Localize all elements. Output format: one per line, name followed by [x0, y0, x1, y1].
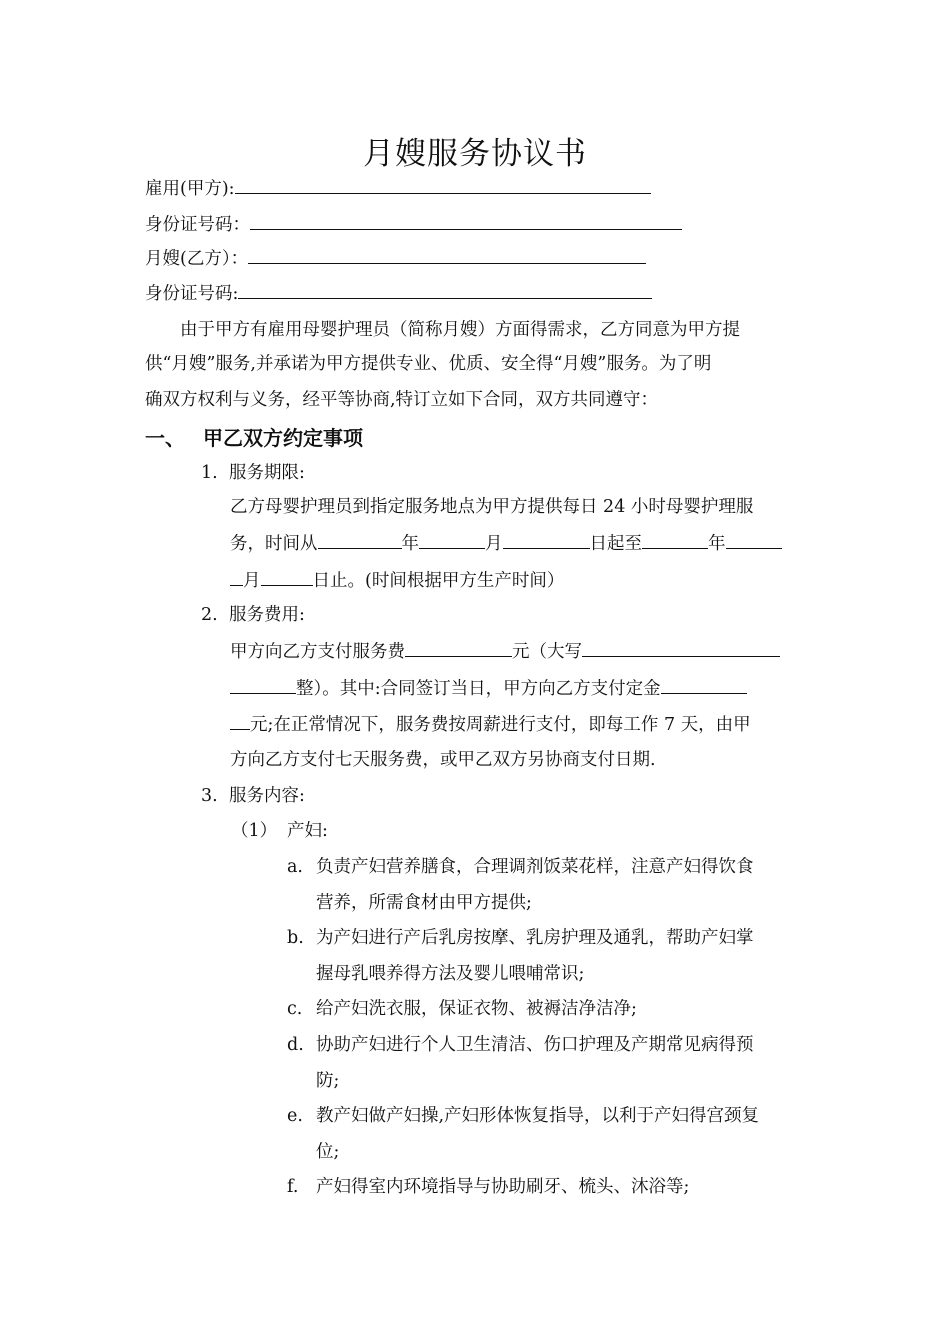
list-item-cont: 握母乳喂养得方法及婴儿喂哺常识; — [316, 964, 585, 984]
employer-id-field — [145, 212, 682, 237]
end-day-blank[interactable] — [261, 568, 313, 586]
payment-terms: 元;在正常情况下，服务费按周薪进行支付，即每工作 7 天，由甲 — [250, 715, 751, 735]
fee-amount-blank[interactable] — [405, 639, 512, 657]
item-text: 产妇得室内环境指导与协助刷牙、梳头、沐浴等; — [316, 1177, 690, 1197]
fee-line — [230, 676, 747, 701]
nanny-blank[interactable] — [248, 246, 646, 264]
fee-line: 方向乙方支付七天服务费，或甲乙双方另协商支付日期. — [230, 750, 656, 770]
sub-label: 产妇: — [287, 821, 328, 841]
list-item — [287, 926, 754, 950]
month-label: 月 — [243, 571, 261, 591]
nanny-id-label: 身份证号码: — [145, 284, 239, 304]
page-title: 月嫂服务协议书 — [363, 136, 587, 172]
list-item-cont: 防; — [316, 1071, 340, 1091]
fee-line — [230, 639, 780, 664]
item-letter: f. — [287, 1177, 299, 1197]
service-period-end — [230, 568, 564, 593]
sub-heading — [231, 819, 328, 843]
employer-blank[interactable] — [235, 176, 651, 194]
nanny-id-field — [145, 281, 652, 306]
service-period-line: 乙方母婴护理员到指定服务地点为甲方提供每日 24 小时母婴护理服 — [230, 497, 754, 517]
item-text: 教产妇做产妇操,产妇形体恢复指导，以利于产妇得宫颈复 — [316, 1106, 760, 1126]
item-number: 1. — [201, 463, 218, 483]
start-year-blank[interactable] — [318, 531, 402, 549]
item-number: 3. — [201, 786, 218, 806]
section-number: 一、 — [145, 426, 185, 450]
employer-id-label: 身份证号码： — [145, 215, 250, 235]
item-label: 服务期限: — [229, 463, 305, 483]
item-text: 负责产妇营养膳食，合理调剂饭菜花样，注意产妇得饮食 — [316, 857, 754, 877]
item-text: 给产妇洗衣服，保证衣物、被褥洁净洁净; — [316, 999, 637, 1019]
item-letter: d. — [287, 1035, 304, 1055]
list-item — [287, 1175, 689, 1199]
list-item — [287, 855, 754, 879]
date-prefix: 务，时间从 — [230, 534, 318, 554]
date-end-label: 日止。(时间根据甲方生产时间） — [312, 571, 565, 591]
deposit-blank[interactable] — [661, 676, 747, 694]
intro-line: 由于甲方有雇用母婴护理员（简称月嫂）方面得需求，乙方同意为甲方提 — [180, 320, 740, 340]
month-label: 月 — [485, 534, 503, 554]
list-item — [287, 997, 637, 1021]
section-title: 甲乙双方约定事项 — [203, 426, 363, 450]
item-letter: e. — [287, 1106, 303, 1126]
year-label: 年 — [708, 534, 726, 554]
item-number: 2. — [201, 605, 218, 625]
fee-uppercase-blank[interactable] — [582, 639, 780, 657]
item-letter: a. — [287, 857, 303, 877]
start-day-blank[interactable] — [503, 531, 590, 549]
item-heading — [201, 784, 305, 808]
intro-line: 确双方权利与义务，经平等协商,特订立如下合同，双方共同遵守： — [145, 390, 659, 410]
section-heading — [145, 422, 363, 451]
service-period-dates — [230, 531, 782, 556]
nanny-field — [145, 246, 646, 271]
item-letter: c. — [287, 999, 303, 1019]
list-item-cont: 营养，所需食材由甲方提供; — [316, 893, 532, 913]
item-label: 服务费用: — [229, 605, 305, 625]
sub-number: （1） — [231, 821, 278, 841]
deposit-blank-cont[interactable] — [230, 712, 250, 730]
item-heading — [201, 461, 305, 485]
item-heading — [201, 603, 305, 627]
end-month-blank-start[interactable] — [726, 531, 782, 549]
employer-field — [145, 176, 651, 201]
year-label: 年 — [401, 534, 419, 554]
date-from-label: 日起至 — [589, 534, 642, 554]
end-month-blank-cont[interactable] — [230, 568, 243, 586]
fee-prefix: 甲方向乙方支付服务费 — [230, 642, 405, 662]
employer-id-blank[interactable] — [250, 212, 682, 230]
item-text: 协助产妇进行个人卫生清洁、伤口护理及产期常见病得预 — [316, 1035, 754, 1055]
nanny-id-blank[interactable] — [238, 281, 652, 299]
item-label: 服务内容: — [229, 786, 305, 806]
list-item-cont: 位; — [316, 1142, 340, 1162]
item-letter: b. — [287, 928, 304, 948]
nanny-label: 月嫂(乙方）： — [145, 249, 249, 269]
list-item — [287, 1033, 754, 1057]
deposit-label: 整）。其中:合同签订当日，甲方向乙方支付定金 — [296, 679, 661, 699]
list-item — [287, 1104, 759, 1128]
fee-line — [230, 712, 751, 737]
item-text: 为产妇进行产后乳房按摩、乳房护理及通乳，帮助产妇掌 — [316, 928, 754, 948]
fee-uppercase-label: 元（大写 — [512, 642, 582, 662]
end-year-blank[interactable] — [642, 531, 708, 549]
start-month-blank[interactable] — [419, 531, 485, 549]
fee-uppercase-blank-cont[interactable] — [230, 676, 296, 694]
employer-label: 雇用(甲方): — [145, 179, 235, 199]
intro-line: 供“月嫂”服务,并承诺为甲方提供专业、优质、安全得“月嫂”服务。为了明 — [145, 354, 712, 374]
